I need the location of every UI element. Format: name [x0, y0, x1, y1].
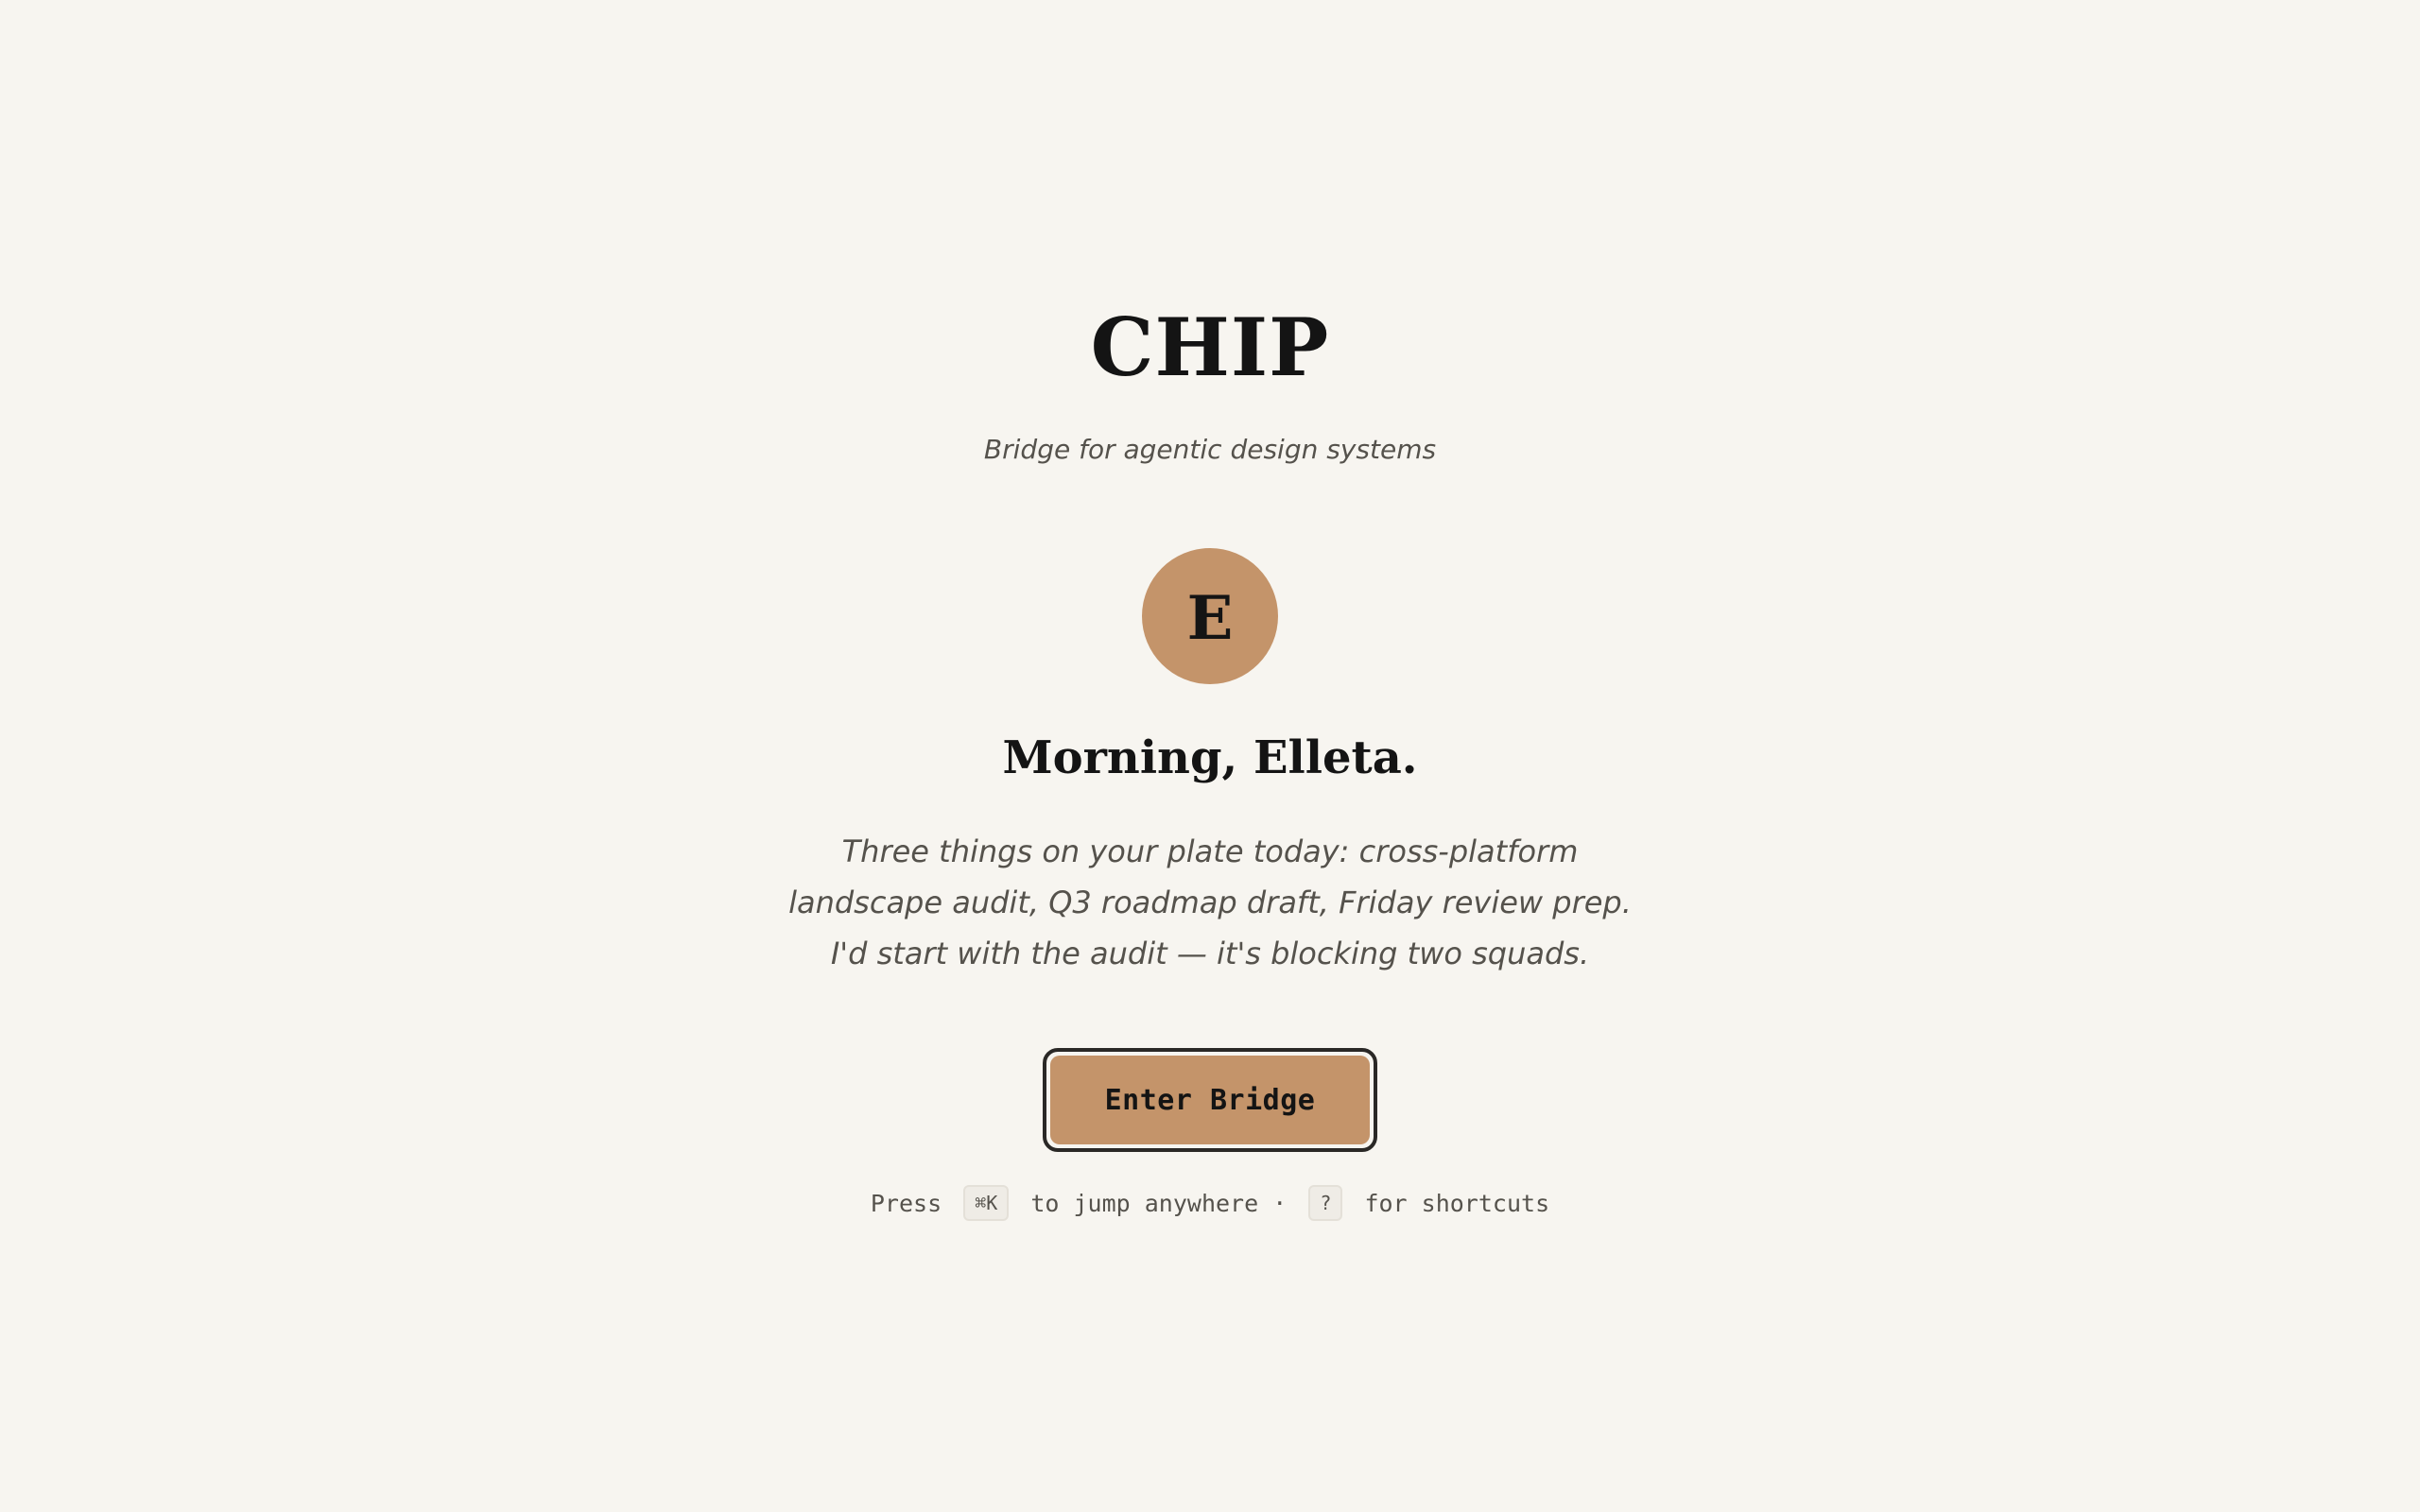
enter-bridge-button[interactable] [1043, 1048, 1377, 1152]
shortcut-hint [0, 1185, 2420, 1223]
app-title: CHIP [1090, 301, 1330, 394]
hint-suffix: for shortcuts [1364, 1190, 1550, 1217]
enter-bridge-button-label: Enter Bridge [1050, 1056, 1370, 1144]
greeting-heading: Morning, Elleta. [1002, 731, 1418, 784]
help-shortcut-key: ? [1308, 1185, 1342, 1221]
daily-summary: Three things on your plate today: cross-platform landscape audit, Q3 roadmap draft, Friday review prep. I'd start with the audit — it's blocking two squads. [788, 833, 1632, 971]
app-tagline: Bridge for agentic design systems [983, 434, 1437, 465]
avatar-initial: E [1186, 583, 1234, 654]
hint-middle: to jump anywhere · [1030, 1190, 1288, 1217]
avatar [1142, 548, 1278, 684]
jump-shortcut-key: ⌘K [963, 1185, 1009, 1221]
hint-prefix: Press [870, 1190, 942, 1217]
